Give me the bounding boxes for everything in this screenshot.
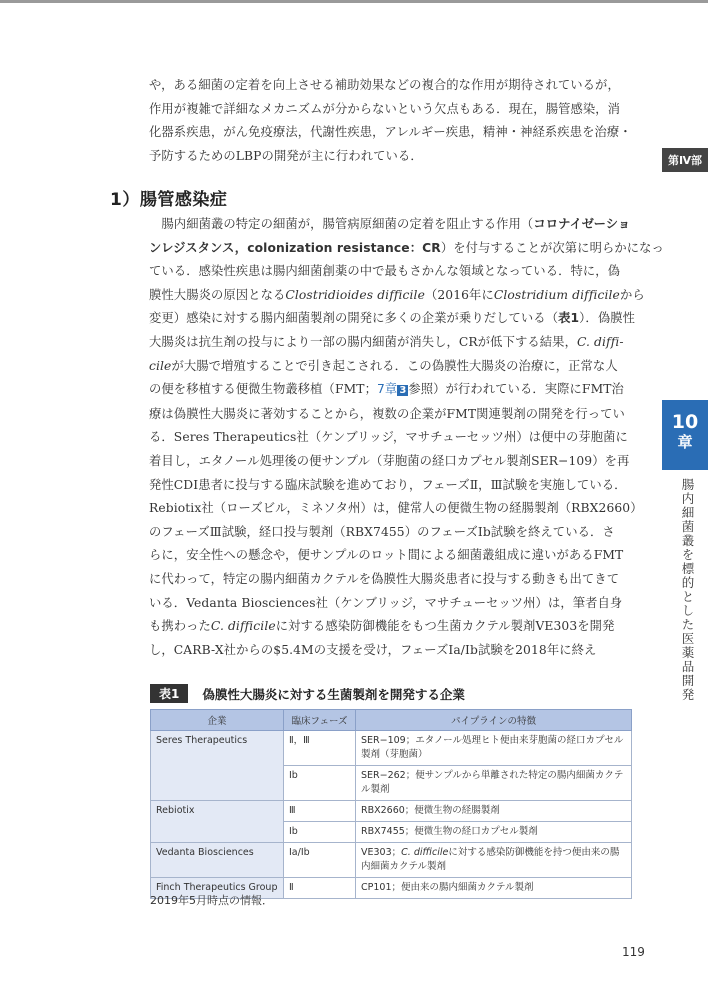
phase-cell: Ⅰb (284, 822, 356, 843)
top-border (0, 0, 708, 3)
feature-cell: RBX7455；便微生物の経口カプセル製剤 (356, 822, 632, 843)
text-line (149, 213, 664, 237)
phase-cell: Ⅱ (284, 878, 356, 899)
table-row (151, 843, 632, 878)
phase-cell: Ⅲ (284, 801, 356, 822)
text-run: 膜性大腸炎の原因となる (149, 287, 286, 302)
company-cell: Finch Therapeutics Group (151, 878, 284, 899)
company-cell: Vedanta Biosciences (151, 843, 284, 878)
phase-cell: Ⅱ，Ⅲ (284, 731, 356, 766)
feature-cell: SER−109；エタノール処理ヒト便由来芽胞菌の経口カプセル製剤（芽胞菌） (356, 731, 632, 766)
text-line: ている．感染性疾患は腸内細菌創薬の中で最もさかんな領域となっている．特に，偽 (149, 264, 621, 279)
table-label: 表1 (150, 684, 188, 703)
table-row (151, 731, 632, 766)
species-name: Clostridioides difficile (285, 287, 425, 302)
chapter-title-vertical: 腸内細菌叢を標的とした医薬品開発 (680, 478, 695, 702)
species-name: cile (149, 358, 172, 373)
column-header: パイプラインの特徴 (356, 710, 632, 731)
text-line (149, 307, 664, 331)
text-run: が大腸で増殖することで引き起こされる．この偽膜性大腸炎の治療に，正常な人 (171, 358, 618, 373)
table-title: 偽膜性大腸炎に対する生菌製剤を開発する企業 (202, 686, 465, 702)
species-name: C. difficile (210, 619, 276, 634)
chapter-reference[interactable]: 7章 (376, 382, 398, 397)
text-line (149, 378, 664, 403)
table-note: 2019年5月時点の情報． (150, 894, 273, 907)
bold-term: ンレジスタンス，colonization resistance：CR (149, 240, 441, 255)
pipeline-table (150, 709, 632, 899)
text-run: 大腸炎は抗生剤の投与により一部の腸内細菌が消失し，CRが低下する結果， (149, 334, 577, 349)
column-header: 企業 (151, 710, 284, 731)
text-line: る．Seres Therapeutics社（ケンブリッジ，マサチューセッツ州）は便中の芽胞菌に (149, 430, 628, 445)
text-run: VE303； (361, 847, 402, 858)
text-run: から (619, 287, 645, 302)
text-line (149, 331, 664, 355)
text-line: 作用が複雑で詳細なメカニズムが分からないという欠点もある．現在，腸管感染，消 (149, 101, 621, 116)
text-run: も携わった (149, 619, 211, 634)
text-line: に代わって，特定の腸内細菌カクテルを偽膜性大腸炎患者に投与する動きも出てきて (149, 571, 620, 586)
bold-term: コロナイゼーショ (533, 217, 631, 231)
text-line: 着目し，エタノール処理後の便サンプル（芽胞菌の経口カプセル製剤SER−109）を再 (149, 453, 630, 468)
text-run: に対する感染防御機能をもつ生菌カクテル製剤VE303を開発 (275, 619, 615, 634)
species-name: C. difficile (401, 847, 449, 858)
table-header-row (151, 710, 632, 731)
company-cell: Rebiotix (151, 801, 284, 843)
body-paragraph (149, 213, 664, 662)
chapter-unit: 章 (677, 433, 693, 451)
section-reference-badge[interactable]: 3 (399, 385, 407, 397)
table-reference[interactable]: 表1 (558, 311, 580, 326)
species-name: C. diffi- (576, 334, 624, 349)
feature-cell (356, 843, 632, 878)
species-name: Clostridium difficile (493, 287, 620, 302)
phase-cell: Ⅰa/Ⅰb (284, 843, 356, 878)
intro-paragraph (149, 74, 632, 168)
feature-cell: SER−262；便サンプルから単離された特定の腸内細菌カクテル製剤 (356, 766, 632, 801)
text-line: や，ある細菌の定着を向上させる補助効果などの複合的な作用が期待されているが， (149, 78, 620, 92)
text-line (149, 615, 664, 639)
feature-cell: RBX2660；便微生物の経腸製剤 (356, 801, 632, 822)
column-header: 臨床フェーズ (284, 710, 356, 731)
text-line: らに，安全性への懸念や，便サンプルのロット間による細菌叢組成に違いがあるFMT (149, 548, 624, 563)
text-run: 参照）が行われている．実際にFMT治 (408, 382, 624, 397)
text-run: ）．偽膜性 (579, 311, 636, 326)
text-run: （2016年に (424, 287, 494, 302)
chapter-tab (662, 400, 708, 470)
text-line: 発性CDI患者に投与する臨床試験を進めており，フェーズⅡ，Ⅲ試験を実施している． (149, 477, 627, 492)
text-line: のフェーズⅢ試験，経口投与製剤（RBX7455）のフェーズⅠb試験を終えている．さ (149, 524, 615, 539)
text-line: Rebiotix社（ローズビル，ミネソタ州）は，健常人の便微生物の経腸製剤（RBX2660） (149, 501, 643, 516)
part-tab: 第Ⅳ部 (662, 148, 708, 172)
text-run: 変更）感染に対する腸内細菌製剤の開発に多くの企業が乗りだしている（ (149, 311, 559, 326)
text-line (149, 284, 664, 308)
text-line: 療は偽膜性大腸炎に著効することから，複数の企業がFMT関連製剤の開発を行ってい (149, 406, 625, 421)
text-line: し，CARB-X社からの$5.4Mの支援を受け，フェーズⅠa/Ⅰb試験を2018年に終え (149, 642, 597, 657)
feature-cell: CP101；便由来の腸内細菌カクテル製剤 (356, 878, 632, 899)
chapter-number: 10 (671, 411, 699, 433)
text-run: ）を付与することが次第に明らかになっ (440, 240, 664, 255)
text-line (149, 355, 664, 379)
text-line: いる．Vedanta Biosciences社（ケンブリッジ，マサチューセッツ州）は，筆者自身 (149, 595, 623, 610)
table-row (151, 801, 632, 822)
section-heading: 1）腸管感染症 (110, 190, 228, 210)
text-run: に対する感染防御機能を持つ便由来の腸内細菌カクテル製剤 (361, 847, 620, 872)
text-line (149, 237, 664, 261)
page-number: 119 (622, 945, 645, 959)
text-line: 予防するためのLBPの開発が主に行われている． (149, 148, 423, 163)
text-line: 化器系疾患，がん免疫療法，代謝性疾患，アレルギー疾患，精神・神経系疾患を治療・ (149, 125, 632, 140)
text-run: の便を移植する便微生物叢移植（FMT； (149, 382, 377, 397)
company-cell: Seres Therapeutics (151, 731, 284, 801)
text-run: 腸内細菌叢の特定の細菌が，腸管病原細菌の定着を阻止する作用（ (149, 217, 534, 231)
table-caption (150, 684, 465, 703)
phase-cell: Ⅰb (284, 766, 356, 801)
